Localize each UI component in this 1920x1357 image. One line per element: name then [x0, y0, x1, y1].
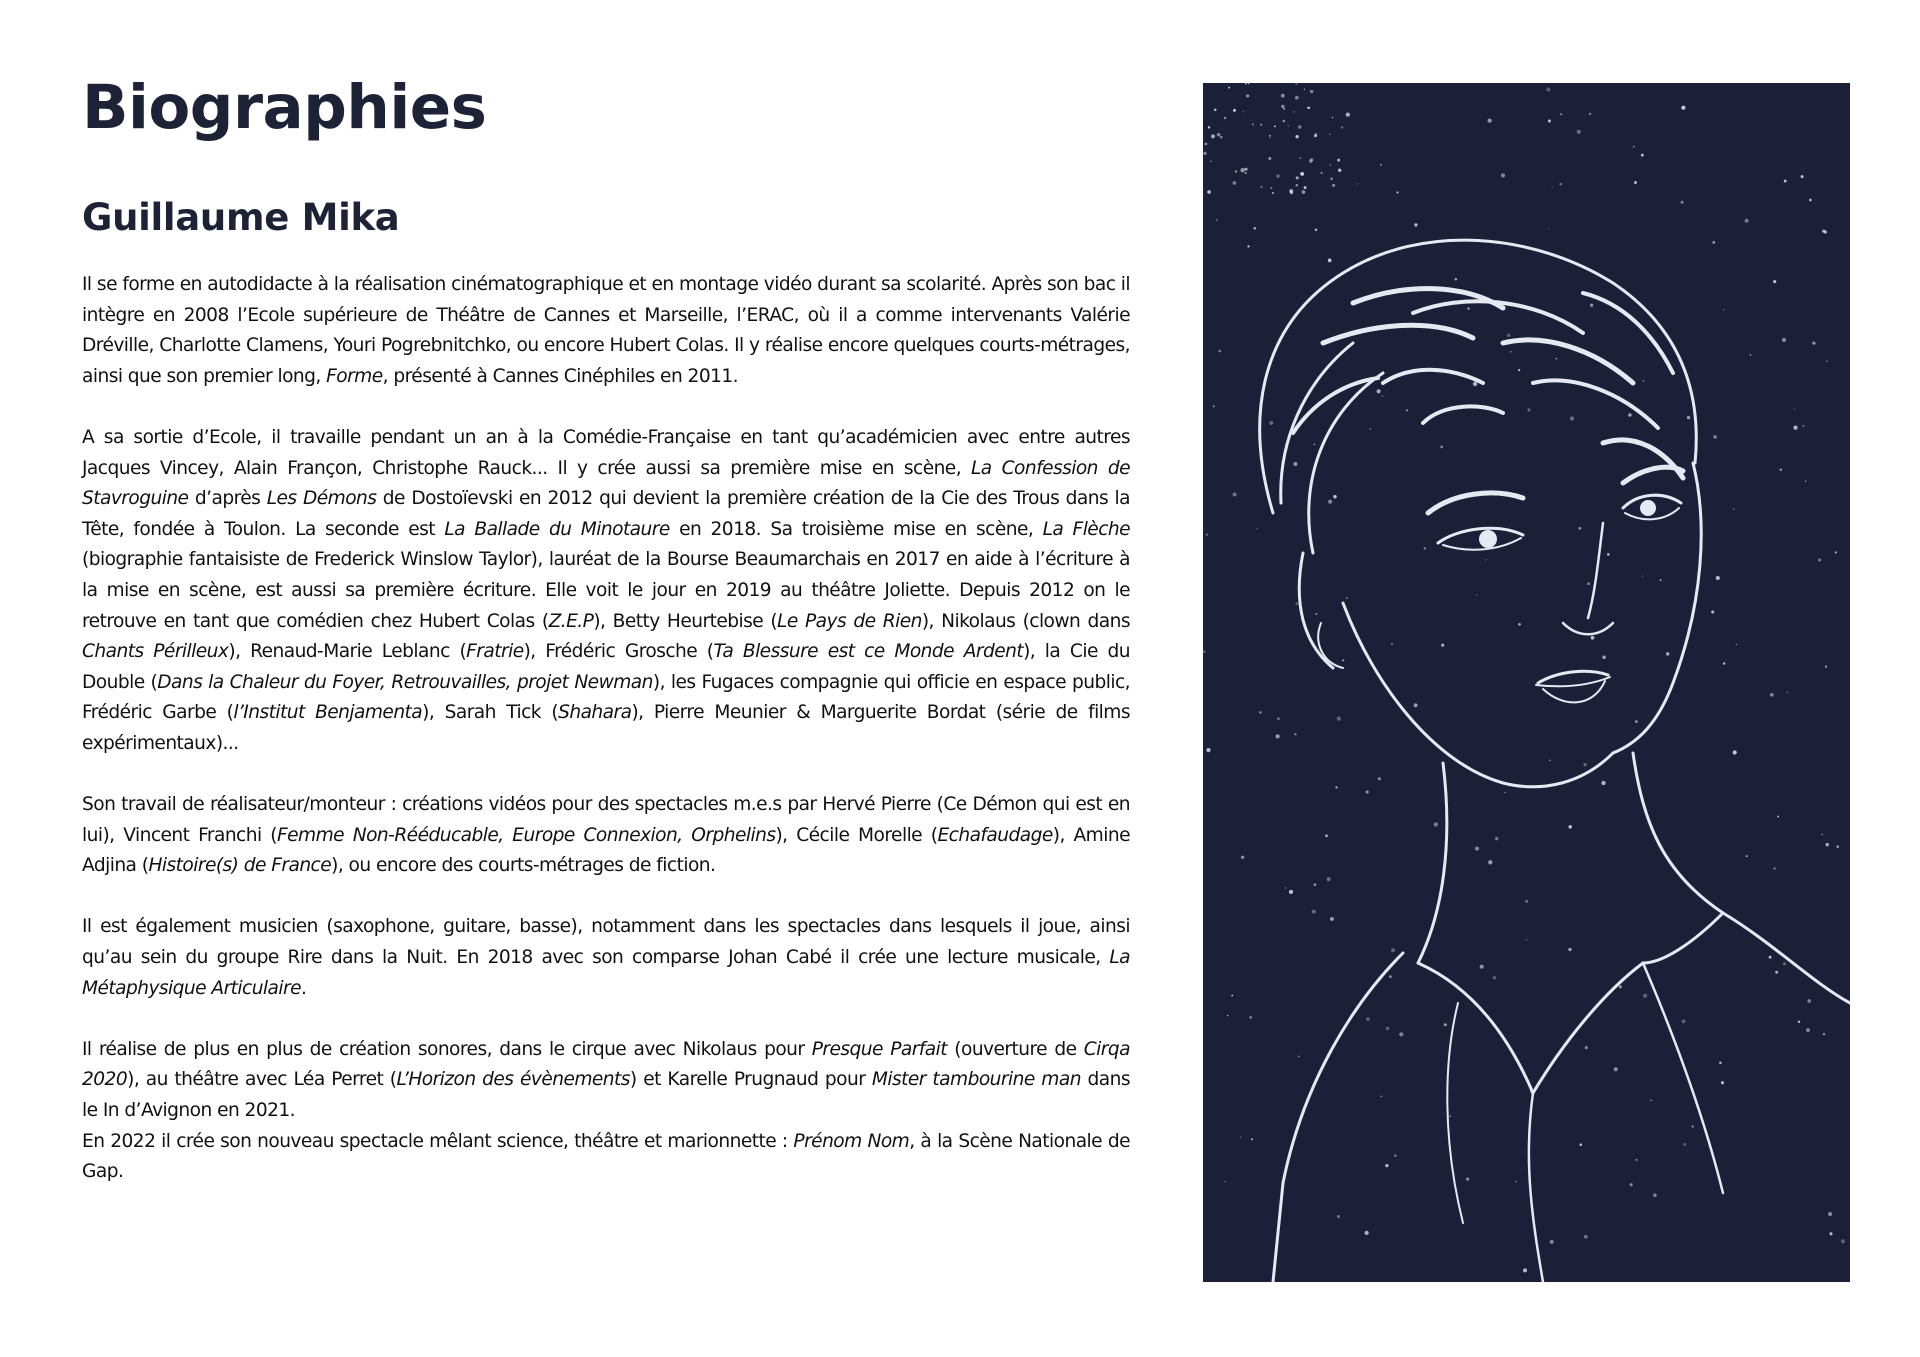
star: [1330, 178, 1333, 181]
star: [1252, 123, 1254, 125]
star: [1309, 107, 1311, 109]
star: [1337, 717, 1341, 721]
star: [1577, 130, 1581, 134]
star: [1327, 877, 1331, 881]
star: [1330, 917, 1334, 921]
work-title: Z.E.P: [548, 610, 594, 632]
star: [1381, 1096, 1383, 1098]
star: [1294, 733, 1296, 735]
star: [1391, 948, 1395, 952]
star: [1501, 173, 1505, 177]
star: [1205, 143, 1208, 146]
star: [1480, 965, 1484, 969]
star: [1687, 416, 1690, 419]
star: [1325, 834, 1328, 837]
star: [1260, 124, 1262, 126]
bio-paragraph: Il se forme en autodidacte à la réalisation cinématographique et en montage vidéo durant sa scolarité. Après son bac il intègre en 2008 l’Ecole supérieure de Théâtre de Cannes et Marseille, l’ERAC, où il a comme intervenants Valérie Dréville, Charlotte Clamens, Youri Pogrebnitchko, ou encore Hubert Colas. Il y réalise encore quelques courts-métrages, ainsi que son premier long, Forme, présenté à Cannes Cinéphiles en 2011.: [82, 274, 1130, 387]
star: [1299, 157, 1301, 159]
star: [1681, 106, 1685, 110]
star: [1287, 125, 1289, 127]
star: [1527, 408, 1530, 411]
work-title: Les Démons: [266, 488, 377, 510]
star: [1248, 83, 1250, 84]
work-title: La Ballade du Minotaure: [444, 518, 670, 540]
star: [1681, 201, 1684, 204]
star: [1450, 1116, 1451, 1117]
star: [1333, 495, 1336, 498]
work-title: Prénom Nom: [793, 1130, 910, 1152]
star: [1227, 1015, 1229, 1017]
star: [1473, 382, 1477, 386]
star: [1270, 187, 1272, 189]
star: [1233, 181, 1237, 185]
star: [1505, 792, 1506, 793]
star: [1488, 118, 1492, 122]
star: [1338, 168, 1342, 172]
star: [1660, 579, 1662, 581]
star: [1634, 181, 1637, 184]
star: [1300, 172, 1304, 176]
star: [1793, 426, 1797, 430]
star: [1601, 781, 1605, 785]
star: [1523, 1268, 1527, 1272]
star: [1283, 108, 1285, 110]
star: [1289, 189, 1293, 193]
star: [1475, 847, 1479, 851]
star: [1244, 168, 1247, 171]
star: [1570, 416, 1574, 420]
star: [1784, 180, 1787, 183]
star: [1548, 120, 1551, 123]
star: [1277, 717, 1280, 720]
star: [1745, 219, 1749, 223]
star: [1440, 446, 1443, 449]
star: [1207, 190, 1211, 194]
star: [1312, 910, 1316, 914]
star: [1455, 278, 1457, 280]
star: [1274, 125, 1276, 127]
star: [1370, 428, 1372, 430]
star: [1643, 380, 1644, 381]
star: [1208, 126, 1210, 128]
star: [1467, 307, 1469, 309]
star: [1568, 948, 1571, 951]
star: [1251, 1138, 1253, 1140]
star: [1636, 1159, 1638, 1161]
star: [1357, 183, 1358, 184]
work-title: l’Institut Benjamenta: [233, 702, 423, 724]
star: [1315, 229, 1318, 232]
star: [1589, 113, 1591, 115]
work-title: Mister tambourine man: [871, 1069, 1081, 1091]
star: [1332, 184, 1335, 187]
star: [1386, 1027, 1389, 1030]
star: [1635, 720, 1638, 723]
star: [1289, 890, 1293, 894]
star: [1556, 358, 1558, 360]
star: [1782, 338, 1786, 342]
star: [1211, 134, 1215, 138]
star: [1206, 748, 1210, 752]
star: [1231, 995, 1233, 997]
star: [1773, 280, 1776, 283]
star: [1682, 1020, 1686, 1024]
star: [1346, 597, 1348, 599]
star: [1526, 939, 1527, 940]
star: [1818, 559, 1821, 562]
star: [1493, 976, 1496, 979]
star: [1736, 644, 1737, 645]
star: [1580, 1143, 1583, 1146]
star: [1233, 493, 1237, 497]
star: [1716, 576, 1720, 580]
star: [1552, 187, 1553, 188]
star: [1366, 790, 1369, 793]
star: [1719, 1061, 1722, 1064]
star: [1578, 527, 1581, 530]
star: [1254, 227, 1257, 230]
star: [1828, 1212, 1832, 1216]
star: [1203, 650, 1206, 653]
star: [1733, 509, 1734, 510]
star: [1643, 994, 1647, 998]
star: [1241, 856, 1244, 859]
star: [1335, 786, 1337, 788]
work-title: Ta Blessure est ce Monde Ardent: [713, 641, 1024, 663]
work-title: Forme: [326, 365, 383, 387]
work-title: Histoire(s) de France: [148, 855, 332, 877]
star: [1825, 843, 1828, 846]
star: [1507, 334, 1511, 338]
star: [1304, 186, 1307, 189]
star: [1295, 96, 1299, 100]
work-title: Le Pays de Rien: [777, 610, 922, 632]
star: [1283, 120, 1286, 123]
star: [1518, 369, 1520, 371]
star: [1259, 711, 1262, 714]
star: [1712, 241, 1715, 244]
star: [1269, 137, 1270, 138]
star: [1650, 1100, 1652, 1102]
star: [1247, 245, 1249, 247]
star: [1525, 900, 1528, 903]
work-title: La Métaphysique Articulaire: [82, 947, 1130, 999]
star: [1385, 1164, 1388, 1167]
star: [1630, 1183, 1633, 1186]
star: [1414, 703, 1418, 707]
star: [1821, 834, 1822, 835]
star: [1825, 665, 1827, 667]
work-title: Echafaudage: [937, 824, 1053, 846]
star: [1389, 975, 1392, 978]
star: [1206, 533, 1208, 535]
star: [1314, 444, 1316, 446]
star: [1268, 157, 1271, 160]
work-title: Fratrie: [466, 641, 524, 663]
star: [1315, 133, 1318, 136]
star: [1809, 199, 1812, 202]
star: [1304, 89, 1305, 90]
star: [1217, 133, 1221, 137]
star: [1548, 228, 1549, 229]
star: [1366, 1017, 1370, 1021]
bio-paragraph: A sa sortie d’Ecole, il travaille pendant un an à la Comédie-Française en tant qu’académicien avec entre autres Jacques Vincey, Alain Françon, Christophe Rauck... Il y crée aussi sa première mise en scène, La Confession de Stavroguine d’après Les Démons de Dostoïevski en 2012 qui devient la première création de la Cie des Trous dans la Tête, fondée à Toulon. La seconde est La Ballade du Minotaure en 2018. Sa troisième mise en scène, La Flèche (biographie fantaisiste de Frederick Winslow Taylor), lauréat de la Bourse Beaumarchais en 2017 en aide à l’écriture à la mise en scène, est aussi sa première écriture. Elle voit le jour en 2019 au théâtre Joliette. Depuis 2012 on le retrouve en tant que comédien chez Hubert Colas (Z.E.P), Betty Heurtebise (Le Pays de Rien), Nikolaus (clown dans Chants Périlleux), Renaud-Marie Leblanc (Fratrie), Frédéric Grosche (Ta Blessure est ce Monde Ardent), la Cie du Double (Dans la Chaleur du Foyer, Retrouvailles, projet Newman), les Fugaces compagnie qui officie en espace public, Frédéric Garbe (l’Institut Benjamenta), Sarah Tick (Shahara), Pierre Meunier & Marguerite Bordat (série de films expérimentaux)...: [82, 426, 1131, 754]
star: [1296, 184, 1299, 187]
star: [1653, 1193, 1657, 1197]
star: [1240, 168, 1244, 172]
work-title: Presque Parfait: [811, 1038, 948, 1060]
star: [1829, 1232, 1832, 1235]
work-title: La Flèche: [1042, 518, 1130, 540]
star: [1285, 887, 1286, 888]
portrait-line-drawing-icon: [1203, 83, 1850, 1282]
star: [1293, 111, 1295, 113]
star: [1683, 1143, 1686, 1146]
star: [1590, 304, 1593, 307]
star: [1602, 656, 1606, 660]
star: [1711, 610, 1714, 613]
star: [1396, 191, 1398, 193]
star: [1328, 500, 1332, 504]
star: [1364, 1231, 1368, 1235]
star: [1380, 164, 1382, 166]
star: [1224, 117, 1226, 119]
star: [1723, 309, 1724, 310]
star: [1346, 112, 1350, 116]
star: [1210, 161, 1211, 162]
star: [1310, 158, 1313, 161]
star: [1769, 956, 1772, 959]
star: [1377, 389, 1381, 393]
star: [1235, 170, 1238, 173]
star: [1485, 559, 1486, 560]
star: [1378, 777, 1381, 780]
star: [1628, 413, 1632, 417]
star: [1822, 229, 1825, 232]
star: [1641, 154, 1644, 157]
star: [1332, 117, 1334, 119]
bio-paragraph: En 2022 il crée son nouveau spectacle mêlant science, théâtre et marionnette : Prénom Nom, à la Scène Nationale de Gap.: [82, 1130, 1130, 1183]
star: [1406, 409, 1408, 411]
star: [1783, 962, 1786, 965]
star: [1584, 1235, 1588, 1239]
page-title: Biographies: [82, 72, 487, 143]
star: [1802, 425, 1804, 427]
work-title: L’Horizon des évènements: [396, 1069, 630, 1091]
star: [1642, 576, 1643, 577]
star: [1779, 468, 1782, 471]
star: [1260, 186, 1263, 189]
work-title: Femme Non-Rééducable, Europe Connexion, Orphelins: [276, 824, 776, 846]
star: [1337, 159, 1340, 162]
star: [1583, 763, 1586, 766]
star: [1281, 94, 1285, 98]
star: [1826, 360, 1827, 361]
star: [1269, 421, 1273, 425]
star: [1801, 175, 1804, 178]
star: [1607, 553, 1610, 556]
star: [1546, 88, 1550, 92]
star: [1295, 83, 1297, 85]
star: [1773, 867, 1775, 869]
star: [1310, 90, 1314, 94]
star: [1329, 133, 1330, 134]
star: [1823, 1033, 1826, 1036]
star: [1619, 985, 1622, 988]
star: [1633, 146, 1635, 148]
star: [1256, 528, 1257, 529]
star: [1414, 223, 1417, 226]
star: [1476, 594, 1477, 595]
star: [1515, 1181, 1516, 1182]
star: [1721, 1081, 1724, 1084]
star: [1614, 1067, 1618, 1071]
star: [1805, 481, 1806, 482]
star: [1316, 613, 1318, 615]
person-name: Guillaume Mika: [82, 196, 400, 239]
bio-paragraph: Son travail de réalisateur/monteur : créations vidéos pour des spectacles m.e.s par Hervé Pierre (Ce Démon qui est en lui), Vincent Franchi (Femme Non-Rééducable, Europe Connexion, Orphelins), Cécile Morelle (Echafaudage), Amine Adjina (Histoire(s) de France), ou encore des courts-métrages de fiction.: [82, 794, 1130, 877]
star: [1835, 551, 1837, 553]
star: [1214, 108, 1217, 111]
star: [1298, 125, 1301, 128]
star: [1434, 822, 1438, 826]
star: [1249, 1016, 1252, 1019]
star: [1510, 351, 1512, 353]
work-title: Chants Périlleux: [82, 641, 229, 663]
star: [1321, 172, 1323, 174]
star: [1713, 435, 1717, 439]
star: [1798, 1021, 1800, 1023]
star: [1269, 135, 1271, 137]
star: [1560, 183, 1563, 186]
star: [1228, 87, 1230, 89]
star: [1786, 691, 1788, 693]
star: [1382, 395, 1384, 397]
star: [1750, 354, 1752, 356]
star: [1495, 837, 1498, 840]
star: [1295, 602, 1298, 605]
star: [1568, 825, 1571, 828]
star: [1220, 136, 1223, 139]
star: [1330, 164, 1331, 165]
star: [1203, 152, 1206, 155]
bio-paragraph: Il réalise de plus en plus de création sonores, dans le cirque avec Nikolaus pour Presque Parfait (ouverture de Cirqa 2020), au théâtre avec Léa Perret (L’Horizon des évènements) et Karelle Prugnaud pour Mister tambourine man dans le In d’Avignon en 2021.: [82, 1038, 1130, 1122]
star: [1488, 860, 1492, 864]
star: [1518, 623, 1521, 626]
star: [1812, 341, 1815, 344]
star: [1692, 1125, 1694, 1127]
star: [1733, 750, 1737, 754]
star: [1441, 644, 1444, 647]
biography-text: [82, 270, 1130, 1188]
star: [1777, 816, 1779, 818]
star: [1224, 1181, 1225, 1182]
star: [1298, 1056, 1300, 1058]
star: [1585, 1046, 1588, 1049]
star: [1295, 135, 1298, 138]
star: [1466, 1177, 1469, 1180]
star: [1399, 1032, 1403, 1036]
star: [1723, 662, 1726, 665]
bio-paragraph: Il est également musicien (saxophone, guitare, basse), notamment dans les spectacles dans lesquels il joue, ainsi qu’au sein du groupe Rire dans la Nuit. En 2018 avec son comparse Johan Cabé il crée une lecture musicale, La Métaphysique Articulaire.: [82, 916, 1130, 999]
star: [1550, 1240, 1554, 1244]
star: [1302, 190, 1306, 194]
star: [1314, 883, 1317, 886]
star: [1328, 259, 1332, 263]
star: [1591, 636, 1595, 640]
star: [1296, 176, 1299, 179]
work-title: Dans la Chaleur du Foyer, Retrouvailles, projet Newman: [157, 671, 653, 693]
star: [1424, 547, 1426, 549]
star: [1245, 83, 1247, 85]
star: [1245, 172, 1247, 174]
starfield: [1203, 83, 1845, 1272]
star: [1560, 113, 1562, 115]
star: [1218, 350, 1221, 353]
star: [1794, 408, 1795, 409]
star: [1746, 855, 1748, 857]
star: [1394, 1154, 1397, 1157]
star: [1770, 693, 1774, 697]
star: [1666, 652, 1670, 656]
star: [1276, 174, 1279, 177]
work-title: Cirqa 2020: [82, 1038, 1130, 1091]
work-title: Shahara: [558, 702, 632, 724]
star: [1549, 760, 1551, 762]
star: [1444, 1023, 1447, 1026]
star: [1272, 192, 1274, 194]
star: [1391, 643, 1393, 645]
star: [1293, 462, 1297, 466]
star: [1233, 109, 1236, 112]
star: [1240, 1137, 1241, 1138]
star: [1243, 111, 1244, 112]
star: [1775, 971, 1778, 974]
star: [1337, 1215, 1340, 1218]
star: [1276, 734, 1280, 738]
star: [1841, 1239, 1845, 1243]
star: [1281, 105, 1284, 108]
star: [1807, 999, 1811, 1003]
portrait-illustration: [1203, 83, 1850, 1282]
star: [1246, 94, 1249, 97]
star: [1836, 845, 1839, 848]
face-outline: [1260, 240, 1850, 1282]
star: [1341, 126, 1344, 129]
star: [1213, 405, 1215, 407]
work-title: La Confession de Stavroguine: [82, 457, 1130, 510]
star: [1806, 1028, 1810, 1032]
star: [1342, 659, 1344, 661]
star: [1216, 219, 1218, 221]
star: [1587, 582, 1590, 585]
